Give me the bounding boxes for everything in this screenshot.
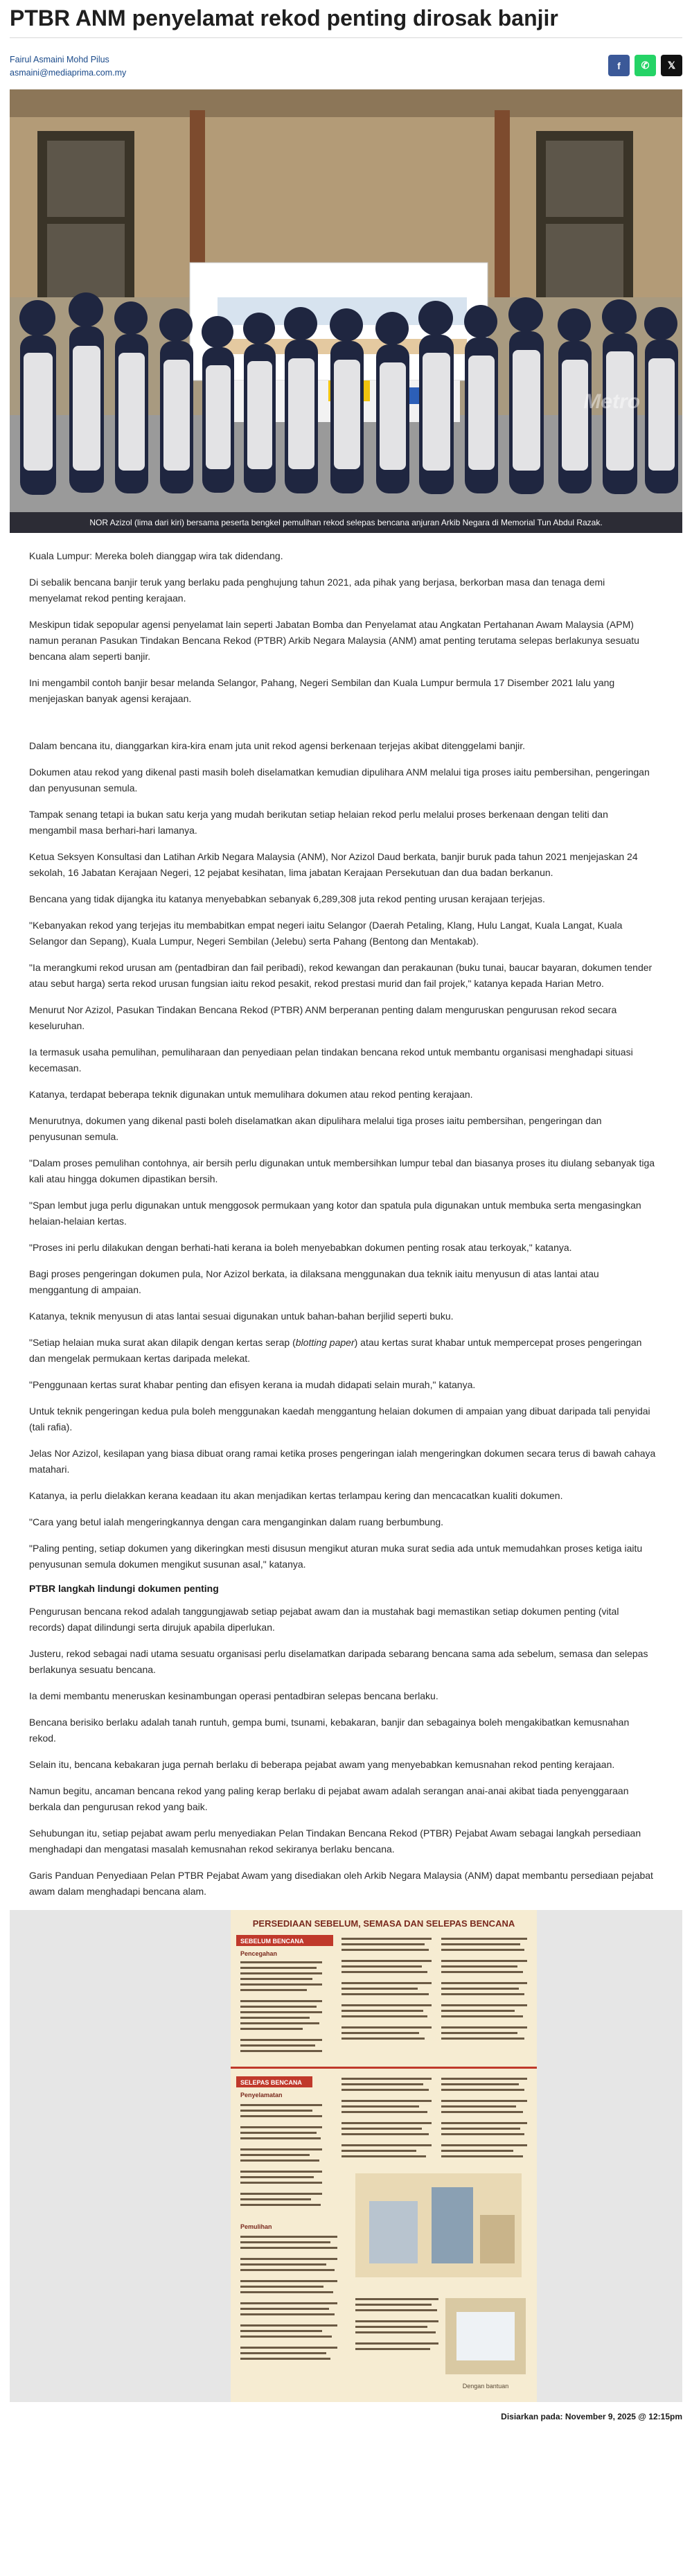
paragraph: Menurutnya, dokumen yang dikenal pasti boleh diselamatkan akan dipulihara melalui tiga proses iaitu pembersihan, pengeringan dan penyusunan semula. <box>29 1115 602 1142</box>
paragraph: "Dalam proses pemulihan contohnya, air bersih perlu digunakan untuk membersihkan lumpur tebal dan biasanya proses itu diulang sebanyak tiga kali atau hingga dokumen dipastikan bersih. <box>29 1157 655 1184</box>
article-title: PTBR ANM penyelamat rekod penting dirosak banjir <box>10 6 558 30</box>
paragraph: Ini mengambil contoh banjir besar melanda Selangor, Pahang, Negeri Sembilan dan Kuala Lumpur bermula 17 Disember 2021 lalu yang menjejaskan banyak agensi kerajaan. <box>29 677 615 704</box>
section-subheading: PTBR langkah lindungi dokumen penting <box>29 1583 219 1594</box>
paragraph-text: "Setiap helaian muka surat akan dilapik dengan kertas serap ( <box>29 1337 296 1348</box>
infographic-section-after: SELEPAS BENCANA <box>240 2079 302 2086</box>
paragraph: Bencana berisiko berlaku adalah tanah runtuh, gempa bumi, tsunami, kebakaran, banjir dan sebagainya boleh mengakibatkan kemusnahan rekod. <box>29 1717 630 1744</box>
paragraph-blotting <box>29 1335 656 1367</box>
paragraph: Justeru, rekod sebagai nadi utama sesuatu organisasi perlu diselamatkan daripada sebarang bencana sama ada sebelum, semasa dan selepas berlakunya sesuatu bencana. <box>29 1648 648 1675</box>
paragraph: "Ia merangkumi rekod urusan am (pentadbiran dan fail peribadi), rekod kewangan dan perakaunan (buku tunai, baucar bayaran, dokumen tender atau sebut harga) serta rekod urusan fungsian iaitu rekod pesakit, rekod prestasi murid dan fail projek," katanya kepada Harian Metro. <box>29 962 653 989</box>
paragraph: Namun begitu, ancaman bencana rekod yang paling kerap berlaku di pejabat awam adalah serangan anai-anai akibat tiada penyenggaraan berkala dan pengurusan rekod yang baik. <box>29 1785 629 1812</box>
paragraph: Menurut Nor Azizol, Pasukan Tindakan Bencana Rekod (PTBR) ANM berperanan penting dalam menguruskan pengurusan rekod secara keseluruhan. <box>29 1004 617 1031</box>
people-group <box>19 292 678 495</box>
paragraph: "Proses ini perlu dilakukan dengan berhati-hati kerana ia boleh menyebabkan dokumen penting rosak atau terkoyak," katanya. <box>29 1242 572 1253</box>
paragraph: Ia demi membantu meneruskan kesinambungan operasi pentadbiran selepas bencana berlaku. <box>29 1690 438 1701</box>
paragraph: "Kebanyakan rekod yang terjejas itu membabitkan empat negeri iaitu Selangor (Daerah Petaling, Klang, Hulu Langat, Kuala Langat, Kuala Selangor dan Sepang), Kuala Lumpur, Negeri Sembilan (Jelebu) serta Pahang (Bentong dan Mentakab). <box>29 920 623 947</box>
paragraph: Garis Panduan Penyediaan Pelan PTBR Pejabat Awam yang disediakan oleh Arkib Negara Malaysia (ANM) dapat membantu persediaan pejabat awam dalam menghadapi bencana alam. <box>29 1870 653 1897</box>
paragraph: Meskipun tidak sepopular agensi penyelamat lain seperti Jabatan Bomba dan Penyelamat atau Angkatan Pertahanan Awam Malaysia (APM) namun peranan Pasukan Tindakan Bencana Rekod (PTBR) Arkib Negara Malaysia (ANM) amat penting terutama selepas berlakunya sesuatu bencana alam seperti banjir. <box>29 619 639 662</box>
infographic-container <box>10 1910 682 2402</box>
paragraph: "Cara yang betul ialah mengeringkannya dengan cara menganginkan dalam ruang berbumbung. <box>29 1516 444 1527</box>
author-email-link[interactable]: asmaini@mediaprima.com.my <box>10 68 127 78</box>
article-photo <box>10 89 682 533</box>
facebook-icon: f <box>617 60 621 71</box>
paragraph: Dokumen atau rekod yang dikenal pasti masih boleh diselamatkan kemudian dipulihara ANM melalui tiga proses iaitu pembersihan, pengeringan dan penyusunan semula. <box>29 766 650 794</box>
byline-row <box>0 38 692 89</box>
byline <box>10 53 126 80</box>
share-buttons <box>608 53 682 76</box>
italic-term: blotting paper <box>295 1337 355 1348</box>
paragraph: Di sebalik bencana banjir teruk yang berlaku pada penghujung tahun 2021, ada pihak yang berjasa, berkorban masa dan tenaga demi menyelamat rekod penting kerajaan. <box>29 577 605 604</box>
paragraph: Sehubungan itu, setiap pejabat awam perlu menyediakan Pelan Tindakan Bencana Rekod (PTBR) Pejabat Awam sebagai langkah persediaan menghadapi dan mengatasi masalah kemusnahan rekod sekiranya berlaku bencana. <box>29 1828 641 1855</box>
paragraph: "Penggunaan kertas surat khabar penting dan efisyen kerana ia mudah didapati selain murah," katanya. <box>29 1379 476 1390</box>
infographic-section-before: SEBELUM BENCANA <box>240 1938 304 1945</box>
infographic-label-restore: Pemulihan <box>240 2223 272 2230</box>
paragraph: Bencana yang tidak dijangka itu katanya menyebabkan sebanyak 6,289,308 juta rekod penting urusan kerajaan terjejas. <box>29 893 545 904</box>
paragraph: Bagi proses pengeringan dokumen pula, Nor Azizol berkata, ia dilaksana menggunakan dua teknik iaitu menyusun di atas lantai atau menggantung di ampaian. <box>29 1268 599 1295</box>
paragraph: Tampak senang tetapi ia bukan satu kerja yang mudah berikutan setiap helaian rekod perlu melalui proses berkenaan dengan teliti dan mengambil masa berhari-hari lamanya. <box>29 809 608 836</box>
x-share-button[interactable] <box>661 55 682 76</box>
whatsapp-icon: ✆ <box>641 60 650 71</box>
photo-caption: NOR Azizol (lima dari kiri) bersama peserta bengkel pemulihan rekod selepas bencana anjuran Arkib Negara di Memorial Tun Abdul Razak. <box>10 512 682 533</box>
paragraph: Pengurusan bencana rekod adalah tanggungjawab setiap pejabat awam dan ia mustahak bagi memastikan setiap dokumen penting (vital records) dapat dilindungi serta dirujuk apabila diperlukan. <box>29 1606 619 1633</box>
paragraph: Katanya, teknik menyusun di atas lantai sesuai digunakan untuk bahan-bahan berjilid seperti buku. <box>29 1311 454 1322</box>
paragraph: Ia termasuk usaha pemulihan, pemuliharaan dan penyediaan pelan tindakan bencana rekod untuk membantu organisasi menghadapi situasi kecemasan. <box>29 1046 633 1074</box>
paragraph: Untuk teknik pengeringan kedua pula boleh menggunakan kaedah menggantung helaian dokumen di ampaian yang dibuat daripada tali penyidai (tali rafia). <box>29 1405 650 1432</box>
paragraph: Dalam bencana itu, dianggarkan kira-kira enam juta unit rekod agensi berkenaan terjejas akibat ditenggelami banjir. <box>29 740 525 751</box>
infographic-caption: Dengan bantuan <box>462 2383 509 2390</box>
infographic-label-recovery: Penyelamatan <box>240 2092 283 2099</box>
facebook-share-button[interactable] <box>608 55 630 76</box>
paragraph: "Paling penting, setiap dokumen yang dikeringkan mesti disusun mengikut aturan muka surat sedia ada untuk memudahkan proses ketiga iaitu penyusunan semula dokumen mengikut susunan asal," katanya. <box>29 1543 643 1570</box>
whatsapp-share-button[interactable] <box>635 55 656 76</box>
article-body <box>0 533 692 1900</box>
published-date: Disiarkan pada: November 9, 2025 @ 12:15pm <box>501 2412 682 2421</box>
paragraph: Katanya, terdapat beberapa teknik digunakan untuk memulihara dokumen atau rekod penting kerajaan. <box>29 1089 473 1100</box>
paragraph: Selain itu, bencana kebakaran juga pernah berlaku di beberapa pejabat awam yang menyebabkan kemusnahan rekod penting kerajaan. <box>29 1759 615 1770</box>
infographic-label-prevention: Pencegahan <box>240 1950 278 1957</box>
paragraph: Katanya, ia perlu dielakkan kerana keadaan itu akan menjadikan kertas terlampau kering dan mencacatkan kualiti dokumen. <box>29 1490 563 1501</box>
infographic-image <box>231 1910 537 2402</box>
paragraph: Ketua Seksyen Konsultasi dan Latihan Arkib Negara Malaysia (ANM), Nor Azizol Daud berkata, banjir buruk pada tahun 2021 menjejaskan 24 sekolah, 16 Jabatan Kerajaan Negeri, 12 pejabat kesihatan, lima jabatan Kerajaan Persekutuan dan dua badan berkanun. <box>29 851 638 878</box>
paragraph: "Span lembut juga perlu digunakan untuk menggosok permukaan yang kotor dan spatula pula digunakan untuk membuka serta mengasingkan helaian-helaian kertas. <box>29 1200 641 1227</box>
paragraph-text: ) atau kertas surat khabar untuk mempercepat proses pengeringan dan mengelak permukaan kertas daripada melekat. <box>29 1337 642 1364</box>
photo-watermark: Metro <box>583 390 640 413</box>
infographic-title: PERSEDIAAN SEBELUM, SEMASA DAN SELEPAS BENCANA <box>252 1918 515 1929</box>
paragraph: Jelas Nor Azizol, kesilapan yang biasa dibuat orang ramai ketika proses pengeringan ialah mengeringkan dokumen secara terus di bawah cahaya matahari. <box>29 1448 656 1475</box>
paragraph: Kuala Lumpur: Mereka boleh dianggap wira tak didendang. <box>29 550 283 561</box>
x-icon: 𝕏 <box>667 60 676 71</box>
group-photo-illustration <box>10 89 682 533</box>
author-link[interactable]: Fairul Asmaini Mohd Pilus <box>10 55 109 64</box>
